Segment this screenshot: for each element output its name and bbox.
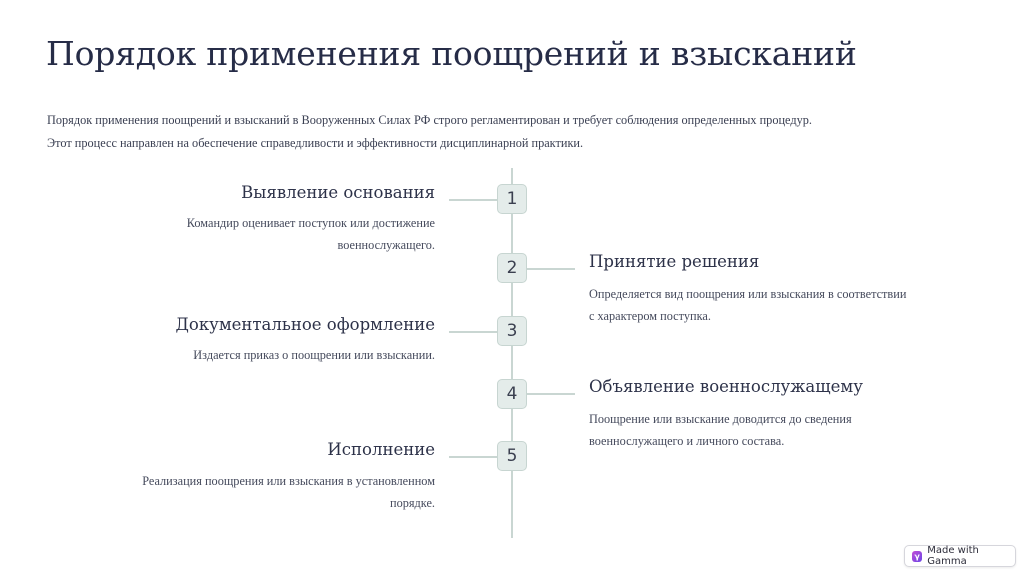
connector-3 bbox=[449, 331, 497, 333]
step-desc-2 bbox=[589, 283, 1009, 327]
intro-line-2: Этот процесс направлен на обеспечение справедливости и эффективности дисциплинарной практики. bbox=[47, 136, 584, 150]
step-number-3: 3 bbox=[497, 316, 527, 346]
connector-1 bbox=[449, 199, 497, 201]
intro-text bbox=[47, 109, 1007, 155]
step-desc-2-line-1: Определяется вид поощрения или взыскания в соответствии bbox=[589, 287, 907, 301]
step-number-4: 4 bbox=[497, 379, 527, 409]
connector-4 bbox=[527, 393, 575, 395]
step-desc-5-line-2: порядке. bbox=[390, 496, 435, 510]
step-number-2: 2 bbox=[497, 253, 527, 283]
step-title-4: Объявление военнослужащему bbox=[589, 377, 863, 396]
step-title-5: Исполнение bbox=[327, 440, 435, 459]
step-title-1: Выявление основания bbox=[241, 183, 435, 202]
step-desc-2-line-2: с характером поступка. bbox=[589, 309, 711, 323]
gamma-logo-icon: γ bbox=[912, 551, 922, 562]
connector-2 bbox=[527, 268, 575, 270]
page-title: Порядок применения поощрений и взысканий bbox=[46, 34, 857, 73]
step-desc-4 bbox=[589, 408, 1009, 452]
step-number-5: 5 bbox=[497, 441, 527, 471]
step-desc-5-line-1: Реализация поощрения или взыскания в установленном bbox=[142, 474, 435, 488]
step-desc-4-line-2: военнослужащего и личного состава. bbox=[589, 434, 785, 448]
step-desc-1-line-1: Командир оценивает поступок или достижение bbox=[186, 216, 435, 230]
step-number-1: 1 bbox=[497, 184, 527, 214]
made-with-gamma-badge[interactable] bbox=[904, 545, 1016, 567]
step-title-2: Принятие решения bbox=[589, 252, 760, 271]
step-desc-1 bbox=[95, 212, 435, 256]
connector-5 bbox=[449, 456, 497, 458]
step-title-3: Документальное оформление bbox=[175, 315, 435, 334]
step-desc-3 bbox=[95, 344, 435, 366]
intro-line-1: Порядок применения поощрений и взысканий в Вооруженных Силах РФ строго регламентирован и требует соблюдения определенных процедур. bbox=[47, 113, 812, 127]
step-desc-1-line-2: военнослужащего. bbox=[337, 238, 435, 252]
step-desc-4-line-1: Поощрение или взыскание доводится до сведения bbox=[589, 412, 852, 426]
step-desc-3-line-1: Издается приказ о поощрении или взыскании. bbox=[193, 348, 435, 362]
step-desc-5 bbox=[55, 470, 435, 514]
badge-label: Made with Gamma bbox=[927, 545, 979, 567]
timeline-axis bbox=[511, 168, 513, 538]
